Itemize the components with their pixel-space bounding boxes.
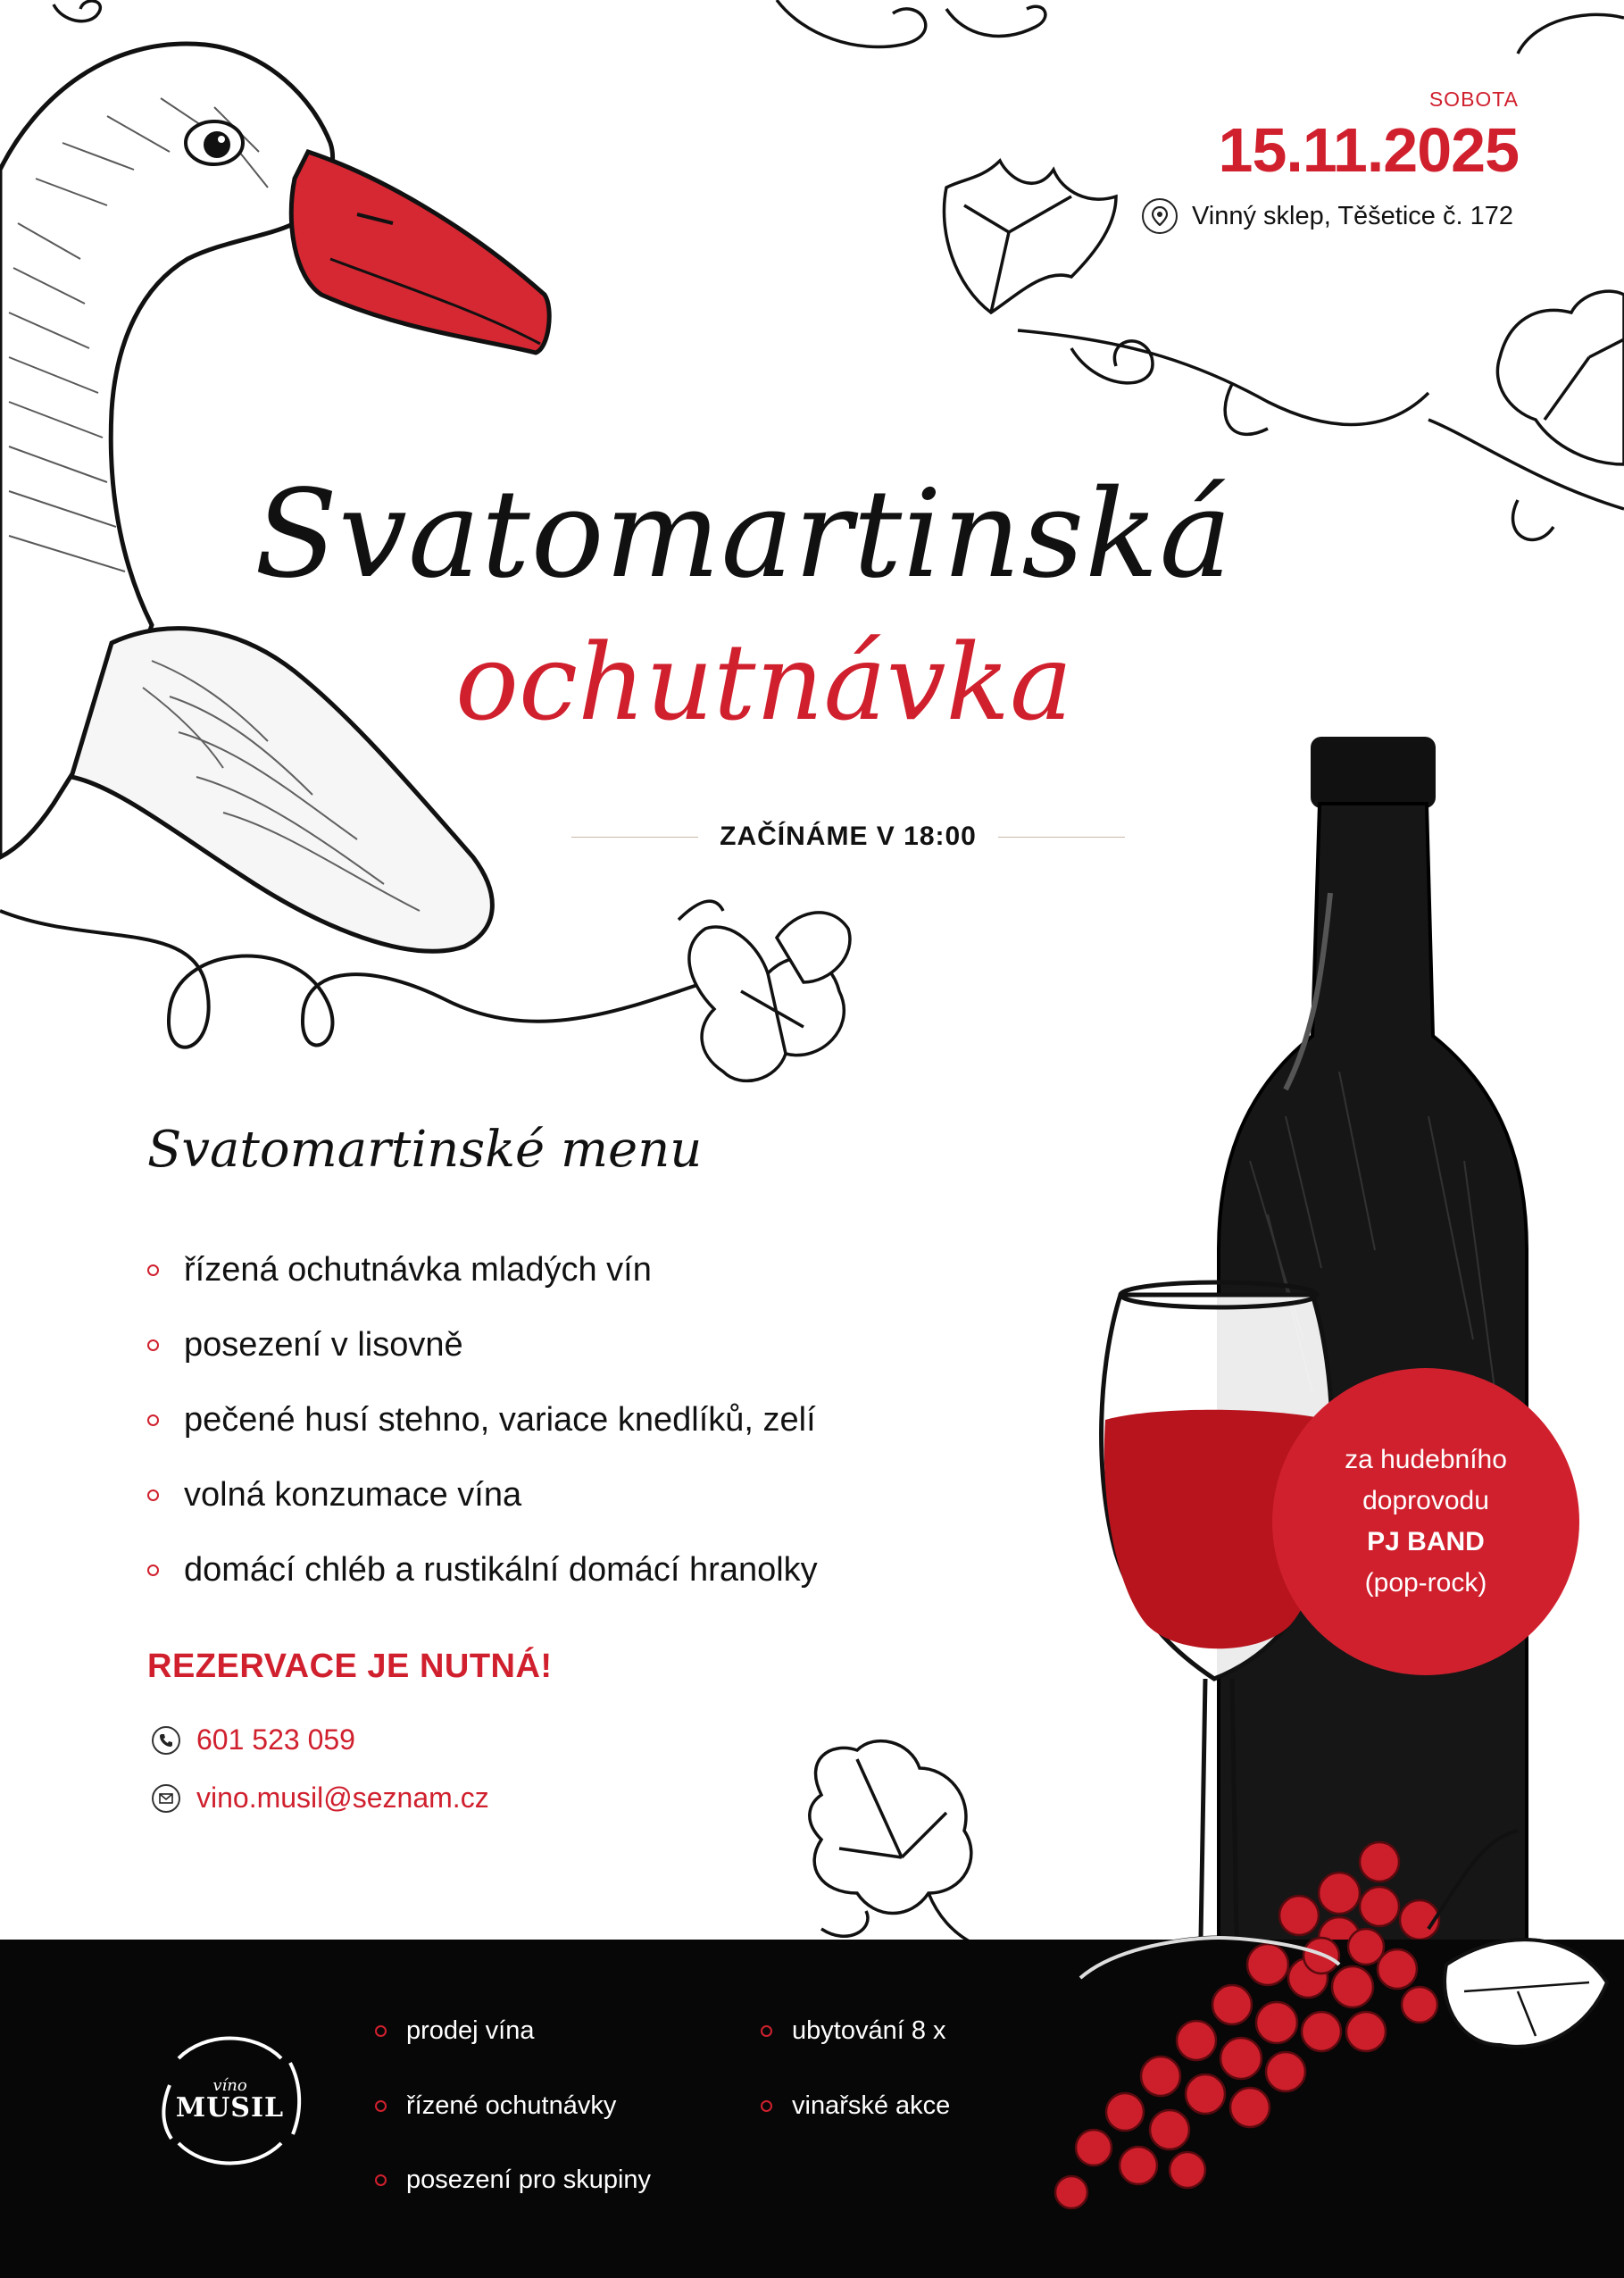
musil-logo (152, 2023, 308, 2179)
list-item (147, 1457, 818, 1532)
vine-leaf-illustration (679, 901, 850, 1081)
start-time: ZAČÍNÁME V 18:00 (720, 822, 977, 851)
footer-item-label: řízené ochutnávky (406, 2091, 617, 2120)
badge-line2: doprovodu (1362, 1486, 1489, 1515)
reservation-heading: REZERVACE JE NUTNÁ! (147, 1648, 553, 1685)
menu-item-label: řízená ochutnávka mladých vín (184, 1250, 652, 1289)
event-venue (1142, 198, 1513, 234)
location-pin-icon (1142, 198, 1178, 234)
email-contact[interactable] (152, 1782, 489, 1815)
list-item (147, 1532, 818, 1607)
footer-item-label: vinařské akce (792, 2091, 951, 2120)
band-name: PJ BAND (1367, 1527, 1485, 1556)
event-date: 15.11.2025 (1218, 115, 1519, 185)
menu-list (147, 1232, 818, 1607)
menu-title: Svatomartinské menu (147, 1121, 703, 1179)
bullet-icon (761, 2025, 772, 2037)
bullet-icon (147, 1414, 159, 1426)
footer-item (375, 2165, 651, 2195)
footer-item (761, 2016, 946, 2046)
footer-item (375, 2091, 616, 2121)
bullet-icon (761, 2100, 772, 2112)
start-time-row (571, 822, 1125, 852)
bullet-icon (375, 2100, 387, 2112)
event-day: SOBOTA (1428, 88, 1519, 111)
email-address[interactable]: vino.musil@seznam.cz (196, 1782, 489, 1814)
footer-item (375, 2016, 535, 2046)
grapes-overlap-illustration (1027, 1920, 1624, 2278)
phone-contact[interactable] (152, 1723, 355, 1756)
vine-leaf-illustration (810, 1741, 1045, 1953)
footer-item-label: posezení pro skupiny (406, 2165, 652, 2194)
footer-item (761, 2091, 950, 2121)
bullet-icon (375, 2025, 387, 2037)
divider-left (571, 837, 698, 838)
divider-right (998, 837, 1125, 838)
logo-main-text: MUSIL (175, 2092, 285, 2124)
footer-item-label: prodej vína (406, 2016, 535, 2045)
band-genre: (pop-rock) (1364, 1568, 1487, 1598)
menu-item-label: pečené husí stehno, variace knedlíků, zelí (184, 1400, 816, 1439)
bullet-icon (147, 1339, 159, 1351)
menu-item-label: volná konzumace vína (184, 1475, 522, 1514)
bullet-icon (375, 2174, 387, 2186)
phone-number[interactable]: 601 523 059 (196, 1723, 355, 1756)
bullet-icon (147, 1264, 159, 1276)
list-item (147, 1232, 818, 1307)
email-icon (152, 1784, 180, 1813)
bullet-icon (147, 1489, 159, 1501)
list-item (147, 1382, 818, 1457)
event-title: Svatomartinská (254, 464, 1233, 605)
bullet-icon (147, 1565, 159, 1576)
menu-item-label: domácí chléb a rustikální domácí hranolky (184, 1550, 818, 1589)
menu-item-label: posezení v lisovně (184, 1325, 463, 1364)
venue-text: Vinný sklep, Těšetice č. 172 (1191, 201, 1513, 230)
list-item (147, 1307, 818, 1382)
band-badge (1272, 1368, 1579, 1675)
badge-line1: za hudebního (1345, 1445, 1507, 1474)
phone-icon (152, 1726, 180, 1755)
event-subtitle: ochutnávka (455, 621, 1073, 744)
footer-item-label: ubytování 8 x (792, 2016, 946, 2045)
logo-small-text: víno (212, 2076, 247, 2095)
